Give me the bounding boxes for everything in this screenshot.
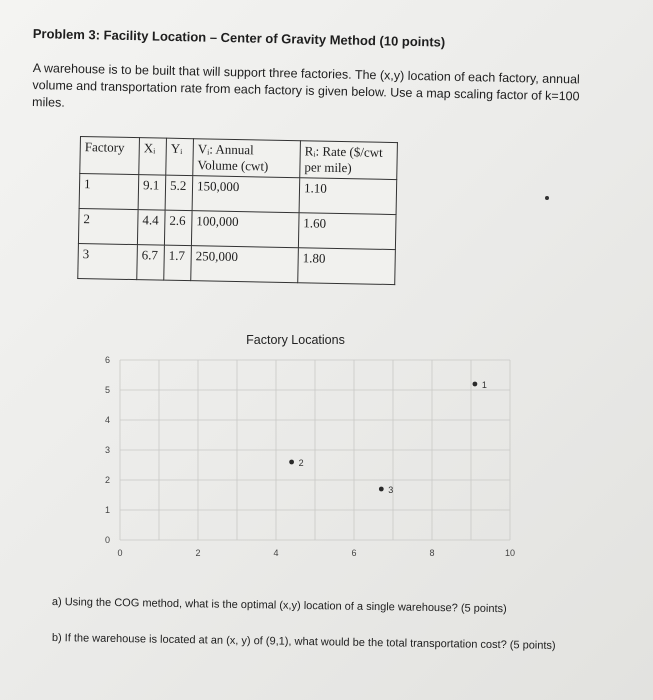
cell-y: 5.2 <box>165 175 193 211</box>
y-tick-label: 0 <box>104 535 110 545</box>
header-y: Yᵢ <box>166 138 194 176</box>
data-label-factory-3: 3 <box>388 485 394 495</box>
cell-rate: 1.60 <box>298 213 396 250</box>
x-tick-label: 6 <box>351 548 357 558</box>
table-row <box>79 174 397 215</box>
x-tick-label: 10 <box>504 548 516 558</box>
question-b: b) If the warehouse is located at an (x, y) of (9,1), what would be the total transportation cost? (5 points) <box>51 631 556 652</box>
cell-volume: 250,000 <box>191 246 299 283</box>
x-tick-label: 2 <box>195 548 201 558</box>
header-rate: Rᵢ: Rate ($/cwt per mile) <box>300 141 398 180</box>
problem-title: Problem 3: Facility Location – Center of Gravity Method (10 points) <box>32 26 446 50</box>
y-tick-label: 6 <box>104 355 110 365</box>
header-volume: Vᵢ: Annual Volume (cwt) <box>193 139 301 178</box>
header-factory: Factory <box>80 137 140 175</box>
y-tick-label: 3 <box>104 445 110 455</box>
table-header-row <box>80 137 398 180</box>
stray-dot-mark <box>545 196 549 200</box>
cell-volume: 150,000 <box>192 176 300 213</box>
y-tick-label: 2 <box>104 475 110 485</box>
x-tick-label: 8 <box>429 548 435 558</box>
table-row <box>78 243 396 284</box>
chart-title: Factory Locations <box>246 333 345 347</box>
cell-y: 1.7 <box>164 245 192 281</box>
factory-locations-chart <box>95 330 535 570</box>
cell-rate: 1.80 <box>298 248 396 285</box>
cell-factory: 3 <box>78 243 138 279</box>
cell-factory: 1 <box>79 174 139 210</box>
data-label-factory-1: 1 <box>481 380 487 390</box>
data-point-factory-2 <box>289 460 294 465</box>
cell-x: 4.4 <box>137 210 165 246</box>
y-tick-label: 1 <box>104 505 110 515</box>
factory-data-table <box>77 136 398 285</box>
cell-y: 2.6 <box>164 210 192 246</box>
y-tick-label: 5 <box>104 385 110 395</box>
problem-intro: A warehouse is to be built that will support three factories. The (x,y) location of each factory, annual volume and transportation rate from each factory is given below. Use a map scaling factor of k=100 miles. <box>31 60 580 110</box>
x-tick-label: 0 <box>117 548 123 558</box>
cell-x: 9.1 <box>138 175 166 211</box>
x-tick-label: 4 <box>273 548 279 558</box>
header-x: Xᵢ <box>139 138 167 176</box>
y-tick-label: 4 <box>104 415 110 425</box>
data-point-factory-3 <box>379 487 384 492</box>
data-point-factory-1 <box>473 382 478 387</box>
cell-x: 6.7 <box>137 245 165 281</box>
cell-rate: 1.10 <box>299 178 397 215</box>
cell-volume: 100,000 <box>191 211 299 248</box>
data-label-factory-2: 2 <box>298 458 304 468</box>
question-a: a) Using the COG method, what is the optimal (x,y) location of a single warehouse? (5 points) <box>51 596 507 616</box>
cell-factory: 2 <box>78 208 138 244</box>
